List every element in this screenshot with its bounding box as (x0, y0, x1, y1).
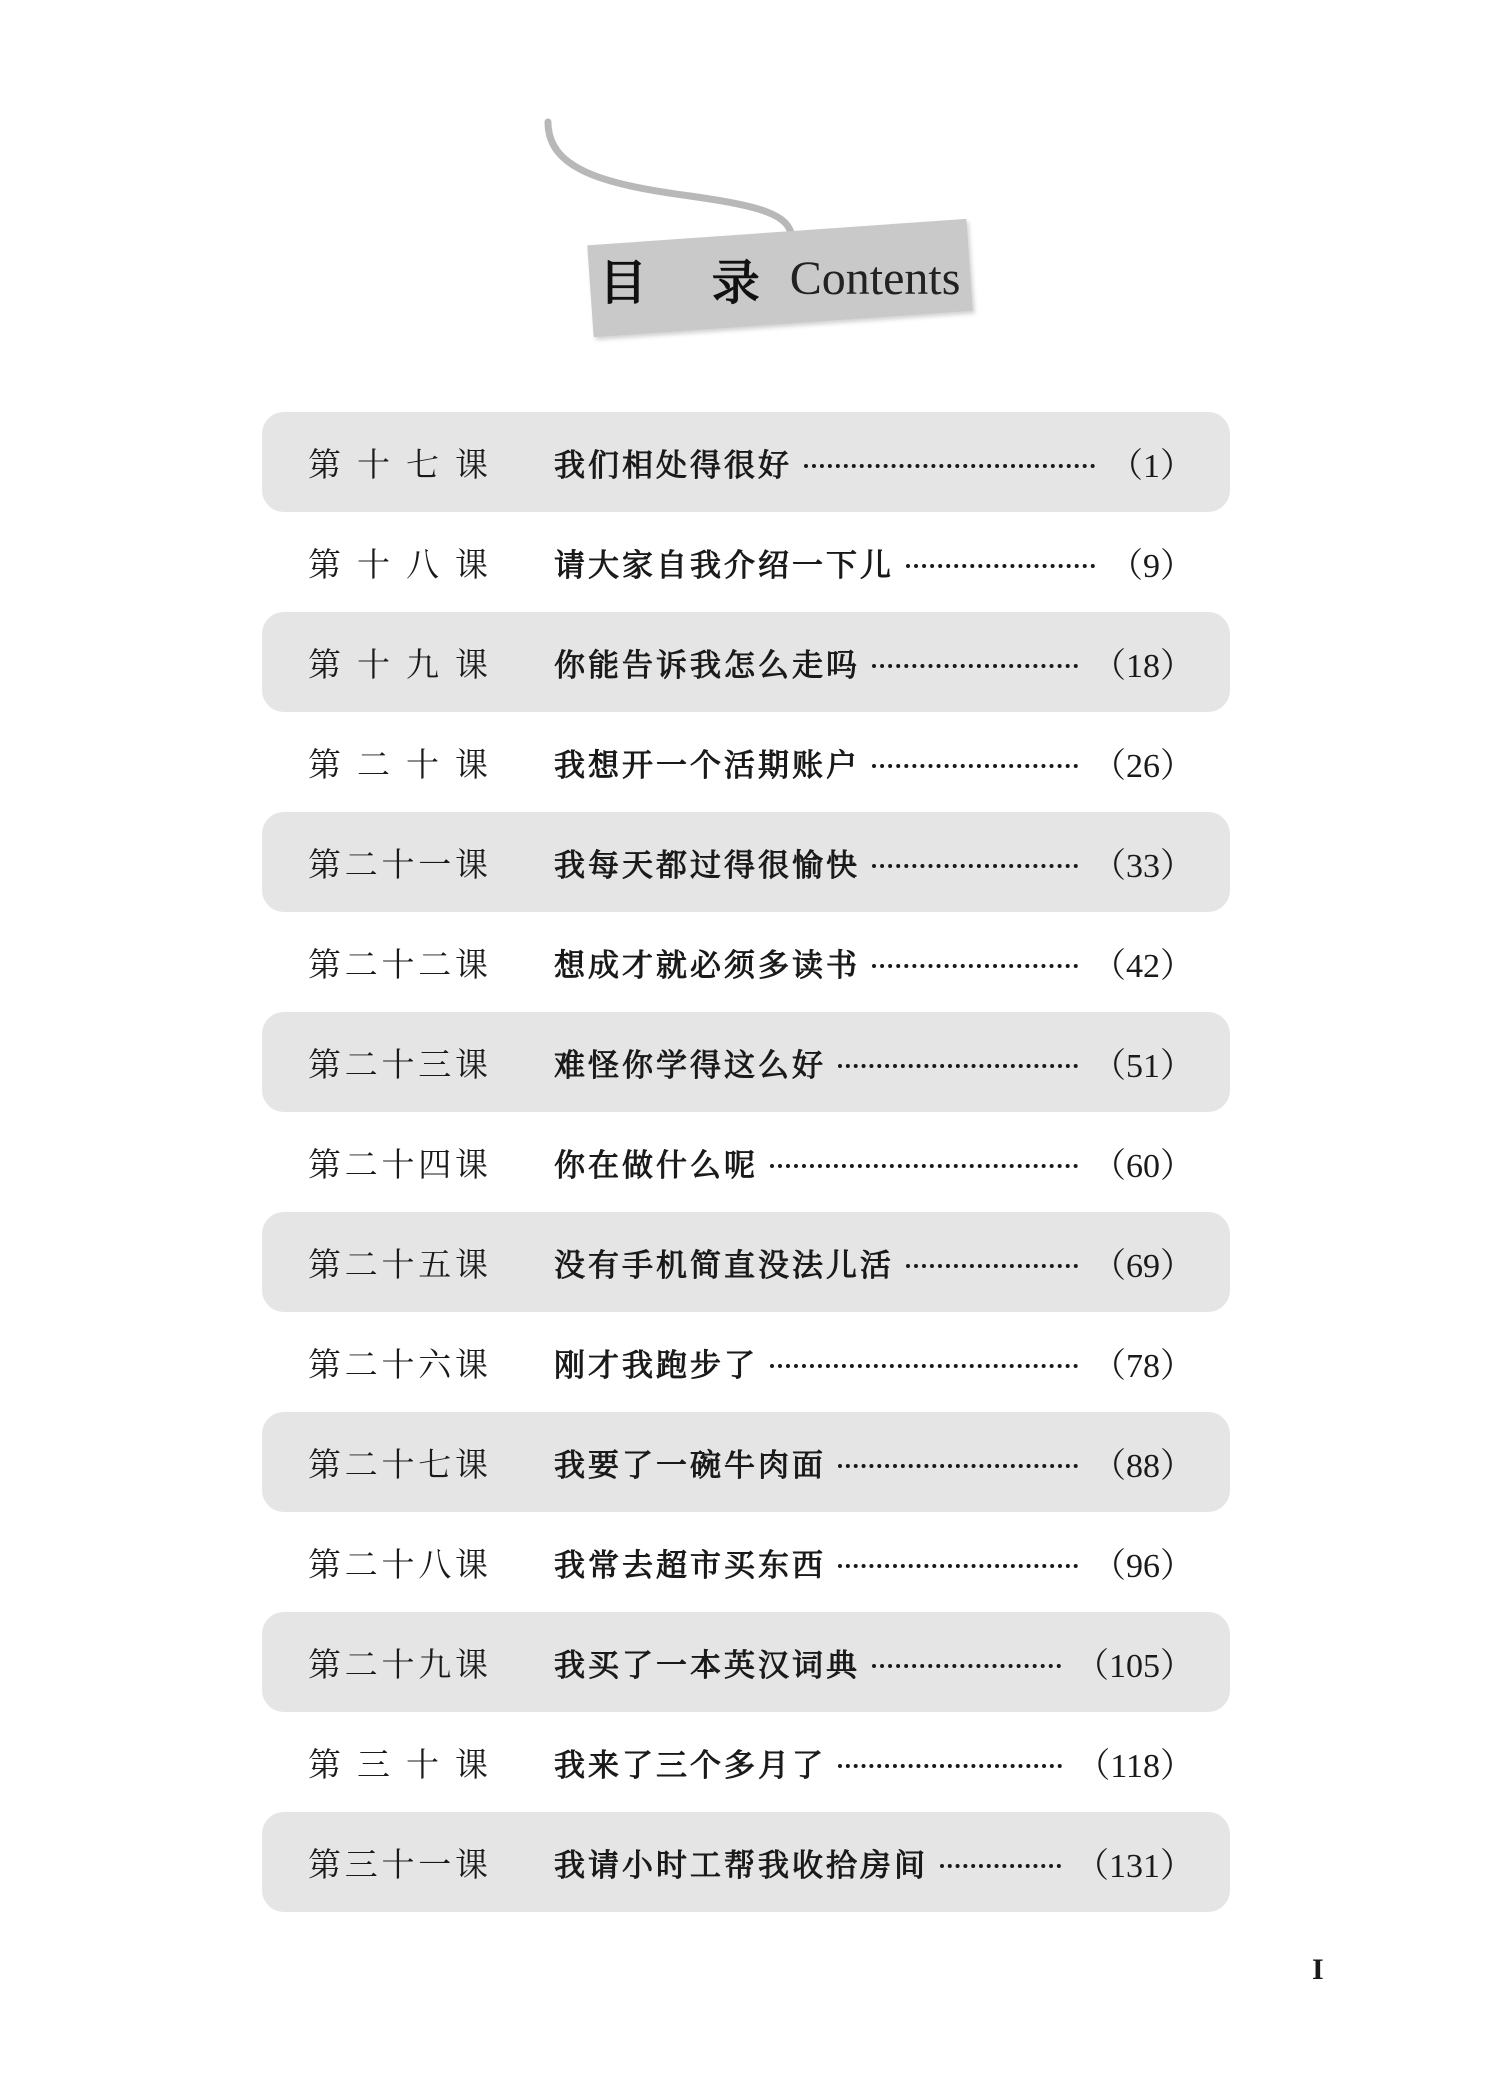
dot-leader (838, 1064, 1078, 1068)
lesson-number: 第二十一课 (308, 844, 488, 884)
page-reference: （1） (1109, 447, 1194, 485)
lesson-title: 我请小时工帮我收拾房间 (554, 1847, 928, 1884)
toc-entry[interactable] (262, 1312, 1230, 1412)
lesson-number: 第二十九课 (308, 1644, 488, 1684)
toc-entry[interactable] (262, 512, 1230, 612)
contents-title-tag (587, 219, 972, 337)
lesson-number: 第二十二课 (308, 944, 488, 984)
toc-entry[interactable] (262, 812, 1230, 912)
page-reference: （118） (1076, 1747, 1194, 1785)
lesson-number: 第十八课 (308, 544, 488, 584)
page-reference: （131） (1075, 1847, 1194, 1885)
dot-leader (906, 564, 1095, 568)
lesson-number: 第二十课 (308, 744, 488, 784)
toc-entry[interactable] (262, 612, 1230, 712)
toc-entry[interactable] (262, 912, 1230, 1012)
dot-leader (940, 1864, 1061, 1868)
page-number: I (1312, 1953, 1324, 1986)
lesson-title: 难怪你学得这么好 (554, 1047, 826, 1084)
dot-leader (838, 1464, 1078, 1468)
lesson-number: 第三十一课 (308, 1844, 488, 1884)
lesson-title: 我常去超市买东西 (554, 1547, 826, 1584)
toc-entry[interactable] (262, 1412, 1230, 1512)
dot-leader (804, 464, 1095, 468)
lesson-title: 你在做什么呢 (554, 1147, 758, 1184)
lesson-title: 我想开一个活期账户 (554, 747, 860, 784)
page-reference: （51） (1092, 1047, 1194, 1085)
dot-leader (770, 1364, 1078, 1368)
page-reference: （42） (1092, 947, 1194, 985)
dot-leader (872, 764, 1078, 768)
page-reference: （60） (1092, 1147, 1194, 1185)
lesson-title: 请大家自我介绍一下儿 (554, 547, 894, 584)
toc-entry[interactable] (262, 1612, 1230, 1712)
dot-leader (872, 864, 1078, 868)
tag-string-decoration (0, 0, 1504, 400)
dot-leader (906, 1264, 1078, 1268)
lesson-title: 想成才就必须多读书 (554, 947, 860, 984)
lesson-number: 第二十七课 (308, 1444, 488, 1484)
toc-entry[interactable] (262, 1212, 1230, 1312)
toc-entry[interactable] (262, 412, 1230, 512)
dot-leader (872, 664, 1078, 668)
dot-leader (872, 1664, 1061, 1668)
lesson-number: 第三十课 (308, 1744, 488, 1784)
dot-leader (872, 964, 1078, 968)
lesson-number: 第二十四课 (308, 1144, 488, 1184)
lesson-number: 第二十三课 (308, 1044, 488, 1084)
lesson-title: 我来了三个多月了 (554, 1747, 826, 1784)
page-reference: （26） (1092, 747, 1194, 785)
toc-entry[interactable] (262, 1112, 1230, 1212)
lesson-title: 我要了一碗牛肉面 (554, 1447, 826, 1484)
title-chinese: 目 录 (599, 254, 785, 311)
table-of-contents (262, 412, 1230, 1912)
toc-entry[interactable] (262, 1512, 1230, 1612)
page-reference: （69） (1092, 1247, 1194, 1285)
lesson-number: 第二十六课 (308, 1344, 488, 1384)
lesson-number: 第十七课 (308, 444, 488, 484)
page-reference: （18） (1092, 647, 1194, 685)
lesson-number: 第十九课 (308, 644, 488, 684)
page-reference: （33） (1092, 847, 1194, 885)
toc-entry[interactable] (262, 1812, 1230, 1912)
lesson-title: 我买了一本英汉词典 (554, 1647, 860, 1684)
lesson-title: 我们相处得很好 (554, 447, 792, 484)
page-reference: （96） (1092, 1547, 1194, 1585)
title-english: Contents (790, 251, 961, 305)
dot-leader (838, 1564, 1078, 1568)
lesson-title: 没有手机简直没法儿活 (554, 1247, 894, 1284)
page-reference: （9） (1109, 547, 1194, 585)
lesson-title: 刚才我跑步了 (554, 1347, 758, 1384)
toc-entry[interactable] (262, 1712, 1230, 1812)
toc-entry[interactable] (262, 712, 1230, 812)
lesson-number: 第二十八课 (308, 1544, 488, 1584)
lesson-title: 我每天都过得很愉快 (554, 847, 860, 884)
page-reference: （88） (1092, 1447, 1194, 1485)
lesson-title: 你能告诉我怎么走吗 (554, 647, 860, 684)
dot-leader (770, 1164, 1078, 1168)
dot-leader (838, 1764, 1062, 1768)
page-reference: （105） (1075, 1647, 1194, 1685)
lesson-number: 第二十五课 (308, 1244, 488, 1284)
page-reference: （78） (1092, 1347, 1194, 1385)
toc-entry[interactable] (262, 1012, 1230, 1112)
contents-title (599, 244, 960, 313)
